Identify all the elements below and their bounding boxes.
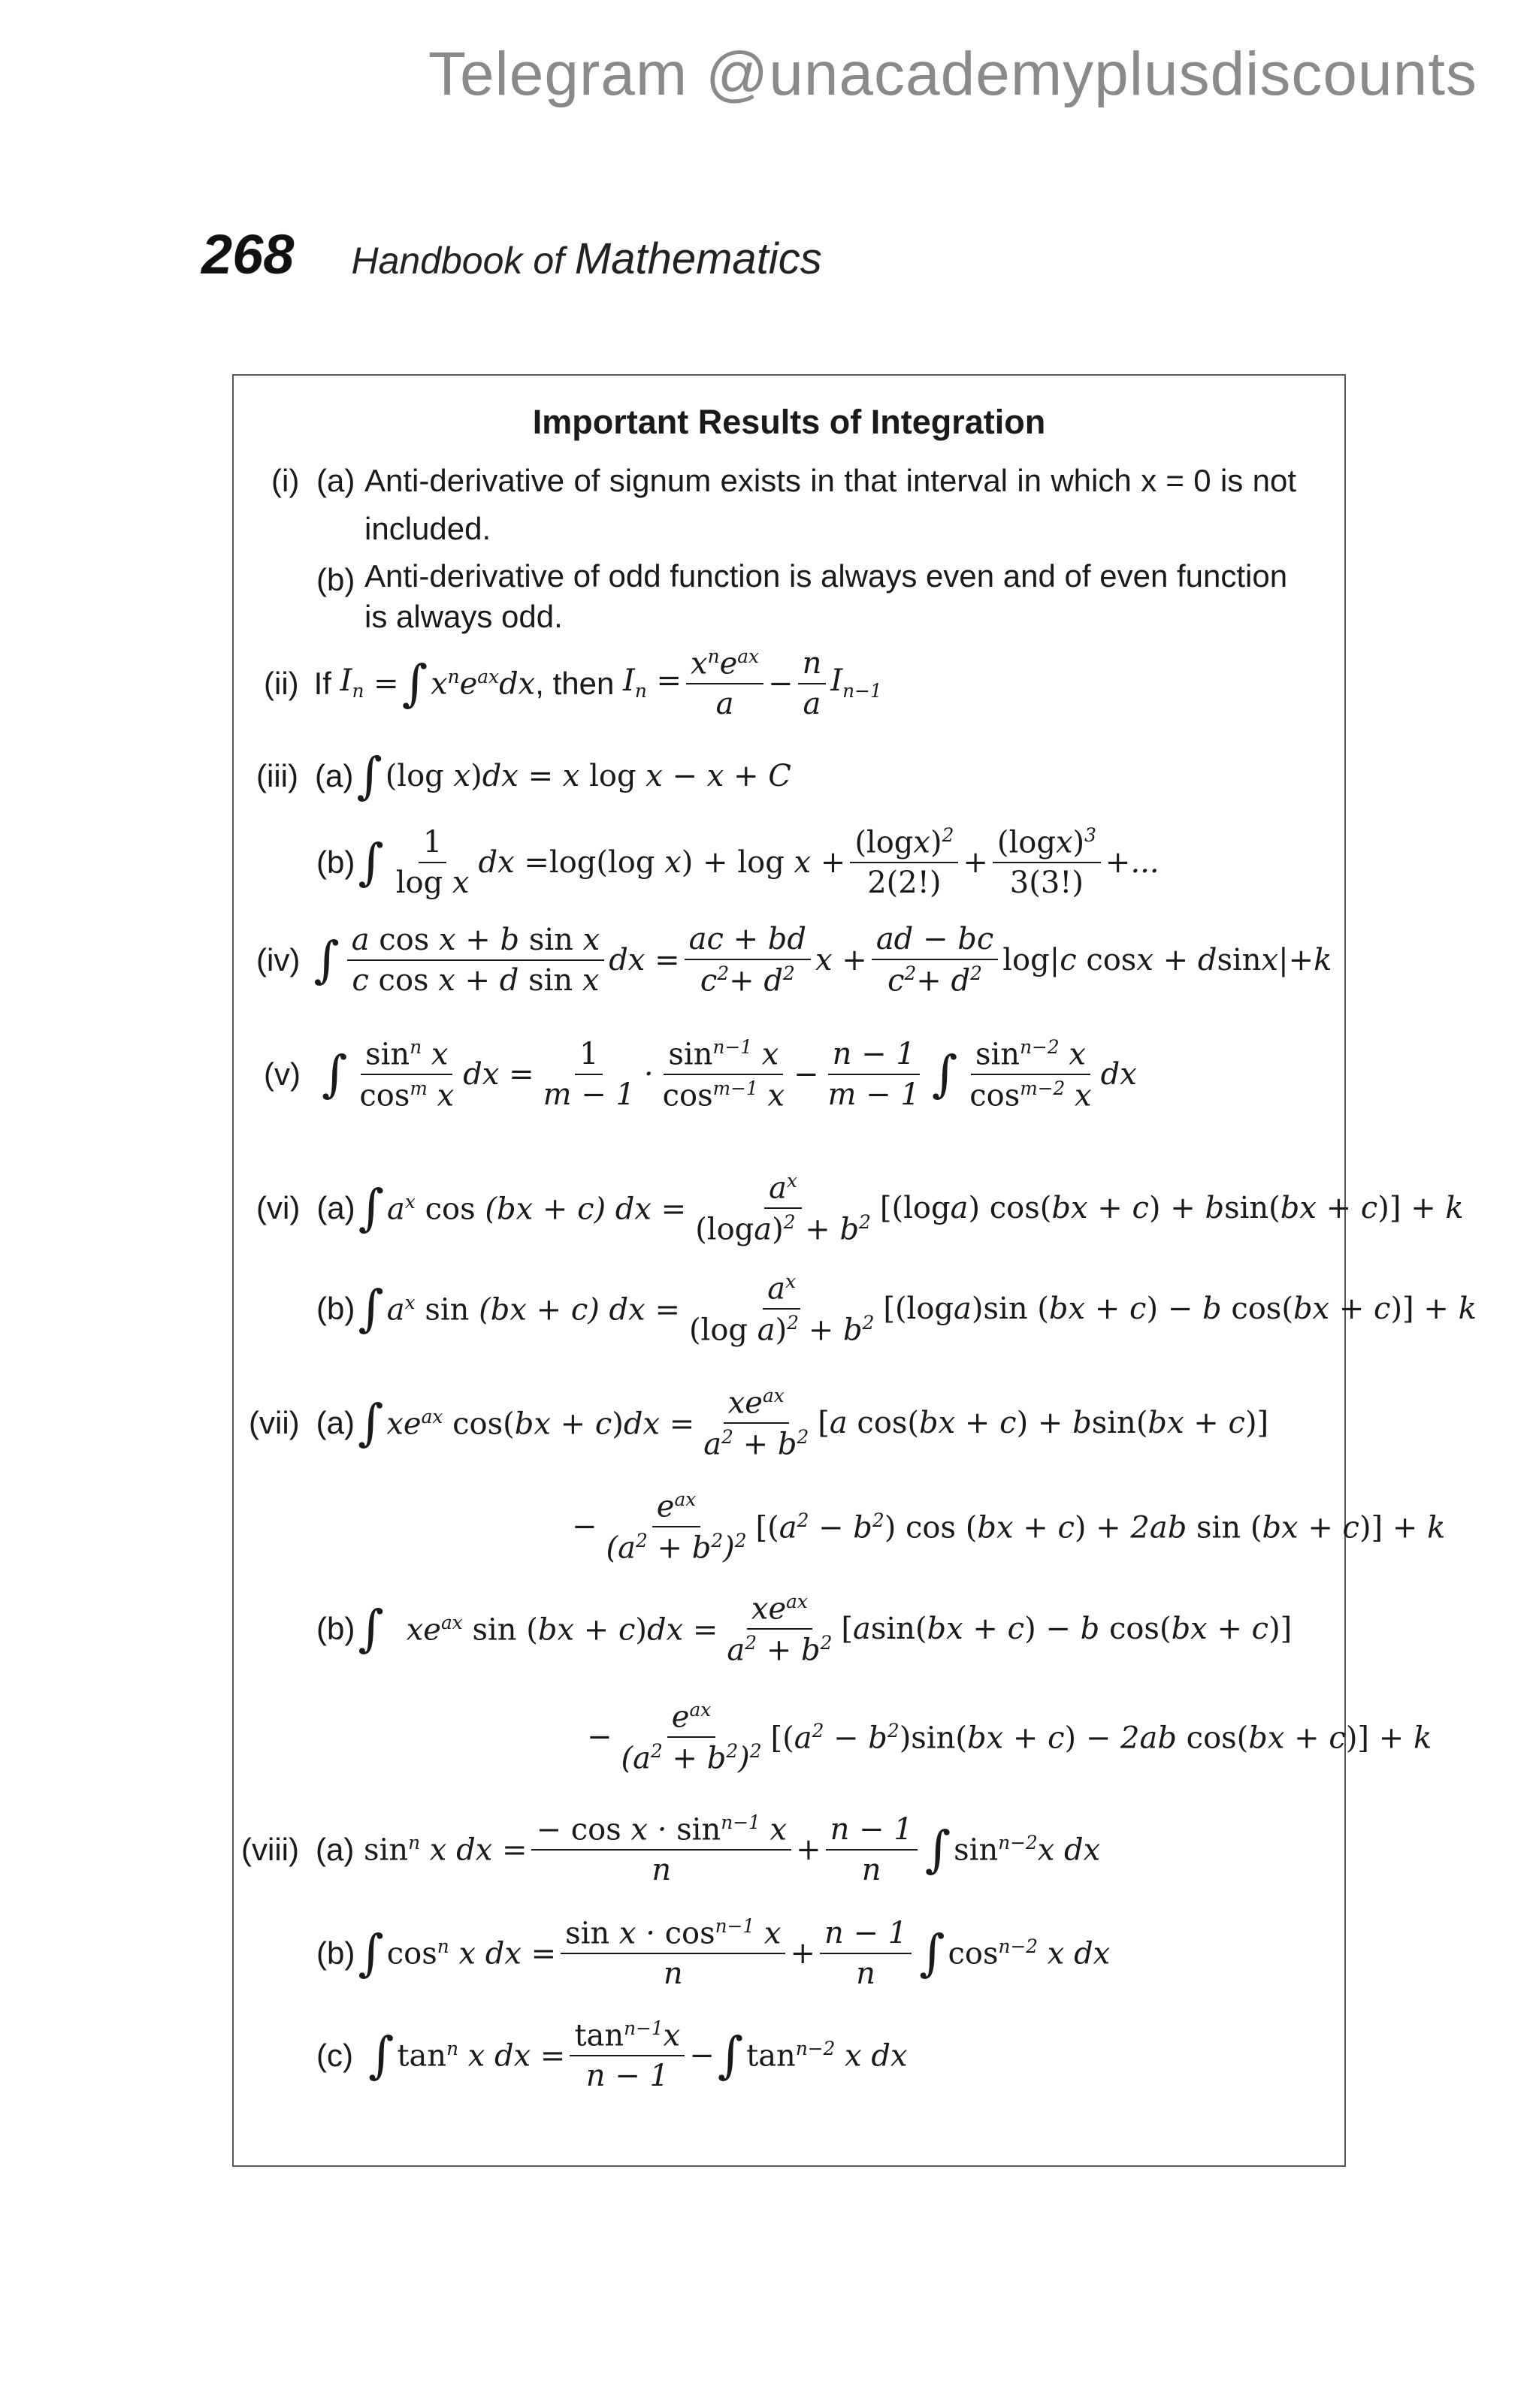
formula-viii-c: (c) ∫ $\tan^n x$ dx = $\frac{\tan^{n-1}x}{n - 1}$ − ∫ $\tan^{n-2} x$ dx	[316, 2017, 908, 2094]
book-title-prefix: Handbook of	[351, 240, 565, 282]
item-number-iv: (iv)	[256, 941, 301, 977]
formula-vii-a-cont: − $\frac{e^{ax}}{(a^2 + b^2)^2}$ [$(a^2 - b^2)$ cos (bx + c) + 2ab sin (bx + c)] + k	[572, 1488, 1446, 1566]
formula-iv: (iv) ∫ $\frac{\text{a cos x + b sin x}}{\text{c cos x + d sin x}}$ dx = $\frac{ac + bd}{c^2+ d^2}$ x + $\frac{ad - bc}{c^2+ d^2}$ log|c cosx + dsinx|+k	[256, 922, 1332, 999]
item-number-iii: (iii)	[256, 758, 298, 793]
item-number-vii: (vii)	[249, 1405, 300, 1441]
formula-iii-a: (iii) (a) ∫ (log x)dx = x log x − x + C	[256, 747, 791, 805]
box-title: Important Results of Integration	[532, 403, 1046, 441]
item-number-ii: (ii)	[264, 665, 299, 701]
formula-ii: (ii) If $I_n$ = ∫ $x^ne^{ax}dx$ , then $I_n$ = $\frac{x^ne^{ax}}{a}$ − $\frac{n}{a}$ $I_{n-1}$	[264, 645, 882, 722]
formula-iii-b: (b) ∫ $\frac{1}{\text{log x}}$ dx =log(log x) + log x + $\frac{(\log x)^2}{2(2!)}$ + $\frac{(\log x)^3}{3(3!)}$ +...	[316, 824, 1160, 901]
item-number-viii: (viii)	[241, 1831, 299, 1867]
page-header	[201, 222, 822, 286]
item-number-vi: (vi)	[256, 1190, 301, 1226]
formula-vi-a: (vi) (a) ∫ $a^x$ cos (bx + c) dx = $\frac{a^x}{(\log a)^2 + b^2}$ [(loga) cos(bx + c) + bsin(bx + c)] + k	[256, 1170, 1464, 1247]
formula-vii-a: (vii) (a) ∫ $xe^{ax}$ cos(bx + c)dx = $\frac{xe^{ax}}{a^2 + b^2}$ [a cos(bx + c) + bsin(bx + c)]	[249, 1385, 1269, 1462]
formula-viii-a: (viii) (a) $\sin^n x$ dx = $\frac{- \cos x \cdot \sin^{n-1} x}{n}$ + $\frac{n - 1}{n}$ ∫ $\sin^{n-2}x$ dx	[241, 1811, 1101, 1888]
book-title-main: Mathematics	[574, 234, 822, 283]
page-number: 268	[201, 223, 295, 286]
label-i-a: (a)	[316, 463, 355, 498]
formula-vii-b-cont: − $\frac{e^{ax}}{(a^2 + b^2)^2}$ [$(a^2 - b^2)\sin(bx + c) - 2ab$ cos(bx + c)] + k	[587, 1699, 1432, 1776]
text-i-b: Anti-derivative of odd function is always even and of even function is always odd.	[364, 558, 1288, 634]
formula-viii-b: (b) ∫ $\cos^n x$ dx = $\frac{\sin x \cdot \cos^{n-1} x}{n}$ + $\frac{n - 1}{n}$ ∫ $\cos^{n-2} x$ dx	[316, 1915, 1111, 1992]
formula-vii-b: (b) ∫ $xe^{ax}$ sin (bx + c)dx = $\frac{xe^{ax}}{a^2 + b^2}$ [asin(bx + c) − b cos(bx + c)]	[316, 1591, 1293, 1668]
results-box	[232, 374, 1477, 2167]
label-i-b: (b)	[316, 562, 355, 597]
formula-v: (v) ∫ $\frac{\sin^n x}{\cos^m x}$ dx = $\frac{1}{m - 1}$ · $\frac{\sin^{n-1} x}{\cos^{m-1} x}$ − $\frac{n - 1}{m - 1}$ ∫ $\frac{\sin^{n-2} x}{\cos^{m-2} x}$ dx	[264, 1036, 1137, 1113]
book-title	[351, 234, 821, 284]
item-number-i: (i)	[271, 463, 300, 498]
item-number-v: (v)	[264, 1056, 301, 1092]
formula-vi-b: (b) ∫ $a^x$ sin (bx + c) dx = $\frac{a^x}{(\log a)^2 + b^2}$ [(loga)sin (bx + c) − b cos(bx + c)] + k	[316, 1270, 1477, 1348]
watermark-text: Telegram @unacademyplusdiscounts	[428, 40, 1477, 108]
text-i-a: Anti-derivative of signum exists in that interval in which x = 0 is not included.	[364, 463, 1296, 546]
